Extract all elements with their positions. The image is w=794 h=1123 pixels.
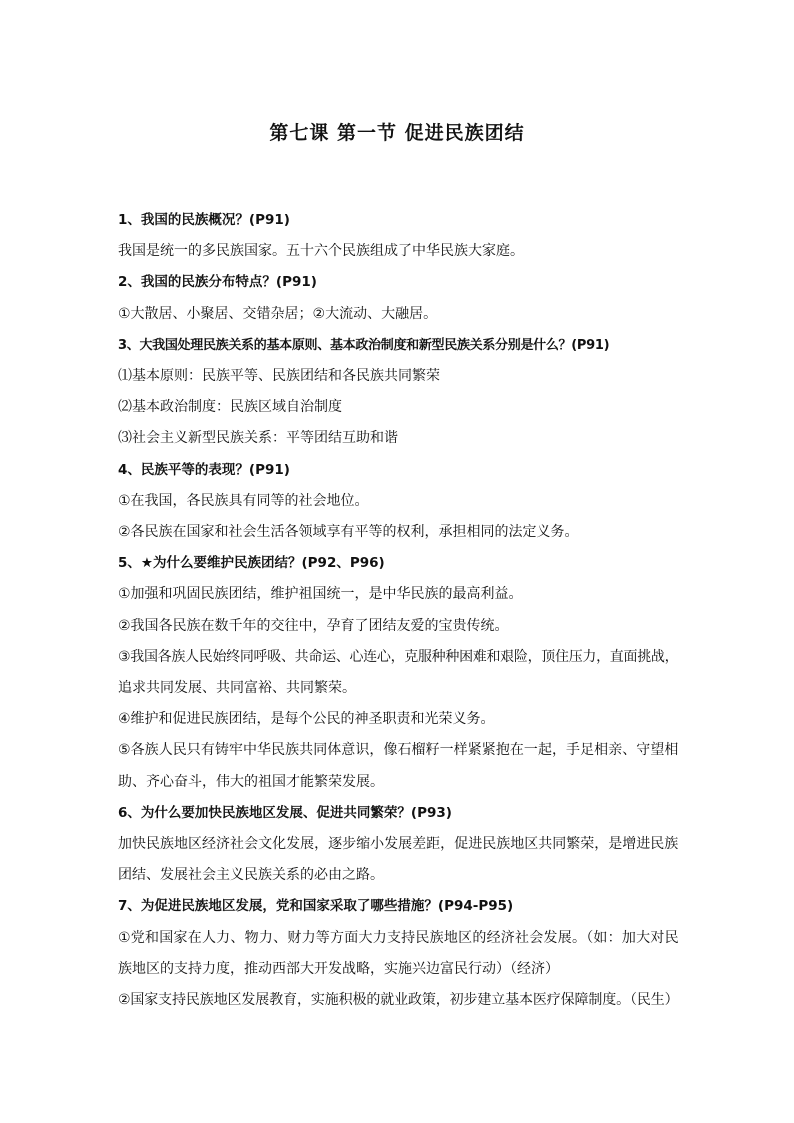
page-title: 第七课 第一节 促进民族团结 [269, 122, 525, 144]
answer-6-line-1: 加快民族地区经济社会文化发展，逐步缩小发展差距，促进民族地区共同繁荣，是增进民族 [118, 836, 678, 853]
answer-7-line-2: 族地区的支持力度，推动西部大开发战略，实施兴边富民行动）（经济） [118, 960, 559, 977]
question-3: 3、大我国处理民族关系的基本原则、基本政治制度和新型民族关系分别是什么？(P91) [118, 337, 610, 353]
question-7: 7、为促进民族地区发展，党和国家采取了哪些措施？(P94-P95) [118, 898, 514, 915]
answer-5-line-3: ③我国各族人民始终同呼吸、共命运、心连心，克服种种困难和艰险，顶住压力，直面挑战， [118, 648, 678, 665]
answer-5-line-1: ①加强和巩固民族团结，维护祖国统一，是中华民族的最高利益。 [118, 586, 523, 603]
answer-3-line-2: ⑵基本政治制度：民族区域自治制度 [118, 399, 342, 416]
answer-1-line-1: 我国是统一的多民族国家。五十六个民族组成了中华民族大家庭。 [118, 243, 524, 260]
answer-2-line-1: ①大散居、小聚居、交错杂居；②大流动、大融居。 [118, 305, 438, 322]
question-2: 2、我国的民族分布特点？(P91) [118, 274, 317, 291]
answer-5-line-2: ②我国各民族在数千年的交往中，孕育了团结友爱的宝贵传统。 [118, 617, 509, 634]
question-4: 4、民族平等的表现？(P91) [118, 461, 290, 478]
answer-5-line-5: ④维护和促进民族团结，是每个公民的神圣职责和光荣义务。 [118, 711, 495, 728]
question-1: 1、我国的民族概况？(P91) [118, 212, 290, 228]
answer-5-line-4: 追求共同发展、共同富裕、共同繁荣。 [118, 680, 356, 697]
answer-3-line-3: ⑶社会主义新型民族关系：平等团结互助和谐 [118, 430, 398, 447]
answer-5-line-6: ⑤各族人民只有铸牢中华民族共同体意识，像石榴籽一样紧紧抱在一起，手足相亲、守望相 [118, 742, 678, 759]
answer-3-line-1: ⑴基本原则：民族平等、民族团结和各民族共同繁荣 [118, 368, 440, 385]
answer-7-line-3: ②国家支持民族地区发展教育，实施积极的就业政策，初步建立基本医疗保障制度。（民生） [118, 992, 678, 1009]
answer-4-line-1: ①在我国，各民族具有同等的社会地位。 [118, 492, 369, 509]
answer-5-line-7: 助、齐心奋斗，伟大的祖国才能繁荣发展。 [118, 773, 384, 790]
question-6: 6、为什么要加快民族地区发展、促进共同繁荣？(P93) [118, 804, 452, 821]
answer-4-line-2: ②各民族在国家和社会生活各领域享有平等的权利，承担相同的法定义务。 [118, 524, 579, 541]
answer-6-line-2: 团结、发展社会主义民族关系的必由之路。 [118, 867, 384, 884]
question-5: 5、★为什么要维护民族团结？(P92、P96) [118, 555, 385, 572]
answer-7-line-1: ①党和国家在人力、物力、财力等方面大力支持民族地区的经济社会发展。（如：加大对民 [118, 929, 678, 946]
document-content [118, 205, 678, 1016]
